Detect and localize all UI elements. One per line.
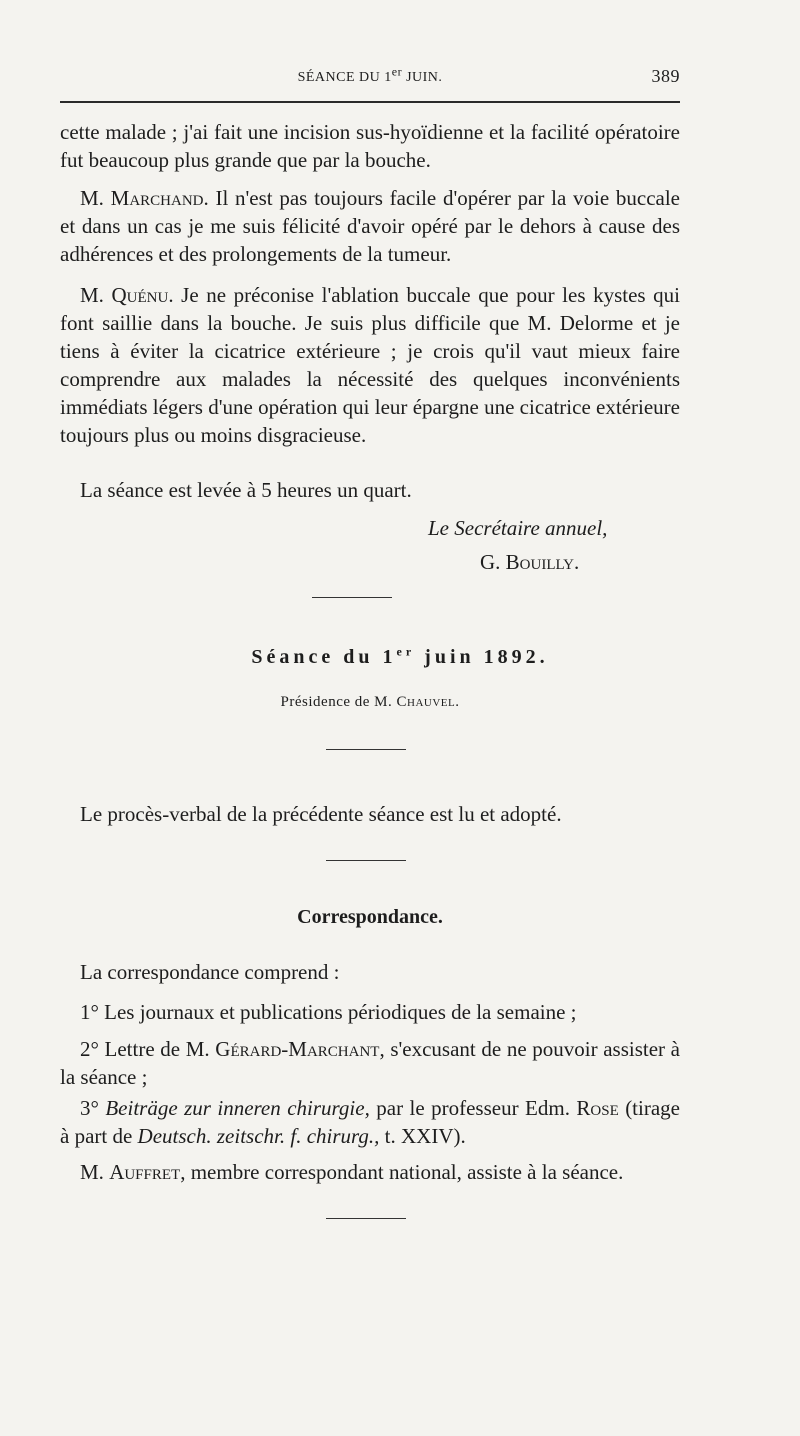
paragraph-closing: La séance est levée à 5 heures un quart. — [80, 478, 412, 502]
section-divider — [312, 597, 392, 598]
paragraph-auffret: M. Auffret, membre correspondant national, assiste à la séance. — [80, 1160, 624, 1184]
correspondance-item-2: 2° Lettre de M. Gérard-Marchant, s'excusant de ne pouvoir assister à la séance ; — [60, 1037, 680, 1089]
session-title: Séance du 1er juin 1892. — [251, 644, 549, 668]
running-header — [60, 64, 680, 88]
signature-role: Le Secrétaire annuel, — [428, 516, 608, 540]
section-divider — [326, 749, 406, 750]
paragraph-quenu: M. Quénu. Je ne préconise l'ablation buccale que pour les kystes qui font saillie dans la bouche. Je suis plus difficile que M. Delorme et je tiens à éviter la cicatrice extérieure ; je crois qu'il vaut mieux faire comprendre aux malades la nécessité des quelques inconvénients immédiats légers d'une opération qui leur épargne une cicatrice extérieure toujours plus ou moins disgracieuse. — [60, 283, 680, 447]
presidence-line: Présidence de M. Chauvel. — [280, 694, 460, 710]
correspondance-item-1: 1° Les journaux et publications périodiques de la semaine ; — [80, 1000, 577, 1024]
signature-name: G. Bouilly. — [480, 550, 580, 574]
paragraph-proces-verbal: Le procès-verbal de la précédente séance est lu et adopté. — [80, 802, 562, 826]
correspondance-intro: La correspondance comprend : — [80, 960, 340, 984]
section-heading: Correspondance. — [297, 906, 443, 928]
paragraph-marchand: M. Marchand. Il n'est pas toujours facile d'opérer par la voie buccale et dans un cas je me suis félicité d'avoir opéré par le dehors à cause des adhérences et des prolongements de la tumeur. — [60, 186, 680, 266]
section-divider — [326, 1218, 406, 1219]
speaker-name: M. Quénu. — [80, 283, 174, 307]
section-divider — [326, 860, 406, 861]
correspondance-item-3: 3° Beiträge zur inneren chirurgie, par le professeur Edm. Rose (tirage à part de Deutsch. zeitschr. f. chirurg., t. XXIV). — [60, 1096, 680, 1148]
running-title: SÉANCE DU 1er JUIN. — [297, 64, 443, 85]
header-rule — [60, 101, 680, 103]
page-number: 389 — [651, 66, 680, 86]
paragraph-continuation: cette malade ; j'ai fait une incision sus-hyoïdienne et la facilité opératoire fut beaucoup plus grande que par la bouche. — [60, 120, 680, 172]
speaker-name: M. Marchand. — [80, 186, 209, 210]
